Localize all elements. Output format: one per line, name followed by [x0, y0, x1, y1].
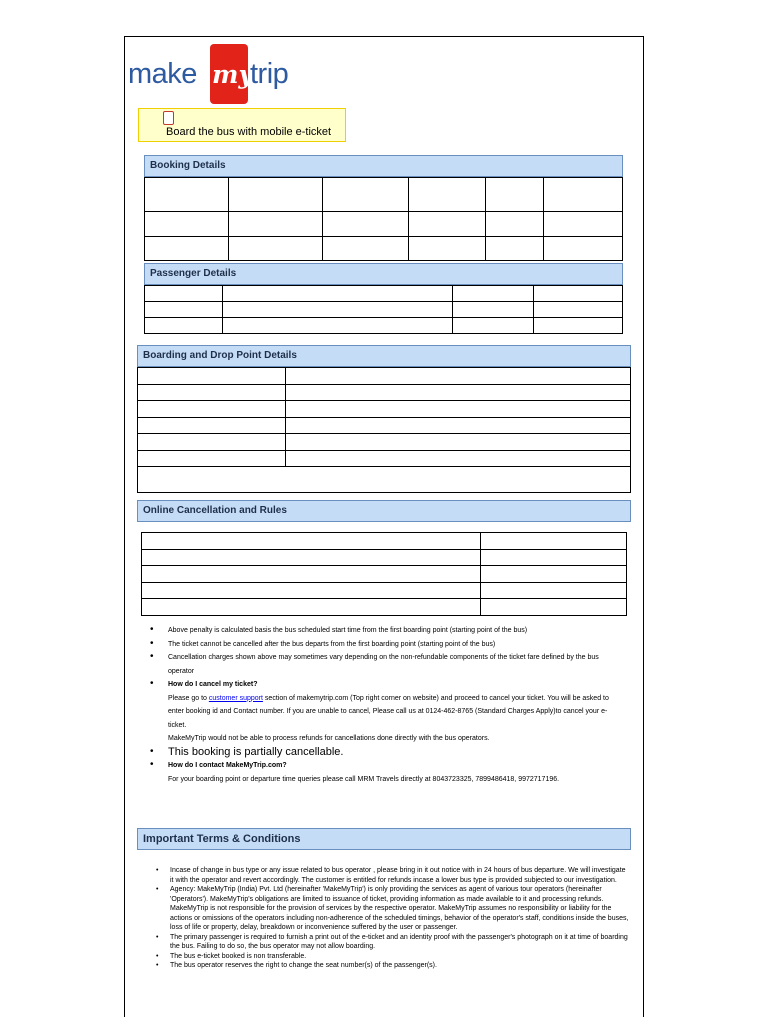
logo-trip: trip [250, 58, 289, 90]
cancellation-notes [150, 624, 620, 786]
note-text: The ticket cannot be cancelled after the bus departs from the first boarding point (starting point of the bus) [168, 640, 496, 648]
note-text: Above penalty is calculated basis the bus scheduled start time from the first boarding point (starting point of the bus) [168, 627, 528, 634]
list-item: • The bus operator reserves the right to change the seat number(s) of the passenger(s). [156, 962, 437, 969]
list-item: • Cancellation charges shown above may sometimes vary depending on the non-refundable components of the ticket fare defined by the bus operator [150, 651, 599, 675]
cancellation-table [141, 532, 627, 616]
term-text: The primary passenger is required to furnish a print out of the e-ticket and an identity proof with the passenger's photograph on it at time of boarding the bus. Failing to do so, the bus operator may not allow boarding. [170, 933, 628, 950]
makemytrip-logo [128, 44, 298, 106]
answer-text: Please go to [168, 694, 207, 702]
faq-answer: For your boarding point or departure time queries please call MRM Travels directly at 8043723325, 7899486418, 9972717196. [168, 775, 560, 783]
term-text: The bus e-ticket booked is non transferable. [170, 952, 307, 960]
logo-make: make [128, 58, 197, 90]
faq-question: How do I contact MakeMyTrip.com? [168, 762, 287, 769]
passenger-details-header: Passenger Details [144, 263, 623, 285]
list-item: • The primary passenger is required to furnish a print out of the e-ticket and an identity proof with the passenger's photograph on it at time of boarding the bus. Failing to do so, the bus operator may not allow boarding. [156, 933, 628, 950]
list-item: • The ticket cannot be cancelled after the bus departs from the first boarding point (starting point of the bus) [150, 637, 496, 649]
booking-details-table [144, 177, 623, 261]
mobile-phone-icon [163, 111, 174, 125]
customer-support-link[interactable]: customer support [208, 694, 263, 702]
list-item: • How do I contact MakeMyTrip.com? [150, 759, 287, 770]
boarding-details-table [137, 367, 631, 493]
answer-text: section of makemytrip.com (Top right corner on website) and proceed to cancel your ticket. You will be asked to enter booking id and Contact number. If you are unable to cancel, Please call us at 0124-462-8765 (Standard Charges Apply)to cancel your e-ticket. [168, 694, 609, 729]
faq-question: How do I cancel my ticket? [168, 681, 258, 688]
faq-answer [150, 692, 620, 733]
list-item: • Incase of change in bus type or any issue related to bus operator , please bring in it out notice with in 24 hours of bus departure. We will investigate it with the operator and revert accordingly. The customer is entitled for refunds incase a lower bus type is provided subjected to our investigation. [156, 867, 626, 884]
mobile-ticket-banner [138, 108, 346, 142]
list-item: • The bus e-ticket booked is non transferable. [156, 952, 307, 960]
list-item: • How do I cancel my ticket? [150, 678, 258, 689]
passenger-details-table [144, 285, 623, 334]
terms-list [156, 866, 630, 971]
term-text: The bus operator reserves the right to change the seat number(s) of the passenger(s). [170, 962, 437, 969]
boarding-details-header: Boarding and Drop Point Details [137, 345, 631, 367]
booking-details-header: Booking Details [144, 155, 623, 177]
list-item: • Above penalty is calculated basis the bus scheduled start time from the first boarding point (starting point of the bus) [150, 624, 528, 635]
mobile-ticket-label: Board the bus with mobile e-ticket [166, 126, 332, 138]
cancellation-header: Online Cancellation and Rules [137, 500, 631, 522]
list-item: • This booking is partially cancellable. [150, 745, 344, 758]
list-item: • Agency: MakeMyTrip (India) Pvt. Ltd (hereinafter 'MakeMyTrip') is only providing the services as agent of various tour operators (hereinafter 'Operators'). MakeMyTrip's obligations are limited to issuance of ticket, providing information as made available to it and processing refunds. MakeMyTrip is not responsible for the provision of services by the respective operator. MakeMyTrip assumes no responsibility or liability for the actions or omissions of the operators including non-adherence of the scheduled timings, behavior of the operator's staff, conditions inside the buses, loss of life or property, delay, breakdown or inconvenience suffered by the user or passenger. [156, 886, 629, 931]
terms-header: Important Terms & Conditions [137, 828, 631, 850]
term-text: Agency: MakeMyTrip (India) Pvt. Ltd (hereinafter 'MakeMyTrip') is only providing the services as agent of various tour operators (hereinafter 'Operators'). MakeMyTrip's obligations are limited to issuance of ticket, providing information as made available to it and processing refunds. MakeMyTrip is not responsible for the provision of services by the respective operator. MakeMyTrip assumes no responsibility or liability for the actions or omissions of the operators including non-adherence of the scheduled timings, behavior of the operator's staff, conditions inside the buses, loss of life or property, delay, breakdown or inconvenience suffered by the user or passenger. [170, 886, 629, 931]
partial-cancel-note: This booking is partially cancellable. [168, 745, 344, 758]
faq-answer-extra: MakeMyTrip would not be able to process refunds for cancellations done directly with the bus operators. [168, 735, 490, 742]
term-text: Incase of change in bus type or any issue related to bus operator , please bring in it out notice with in 24 hours of bus departure. We will investigate it with the operator and revert accordingly. The customer is entitled for refunds incase a lower bus type is provided subjected to our investigation. [170, 867, 626, 884]
note-text: Cancellation charges shown above may sometimes vary depending on the non-refundable components of the ticket fare defined by the bus operator [168, 654, 599, 675]
logo-my: my [212, 60, 253, 89]
